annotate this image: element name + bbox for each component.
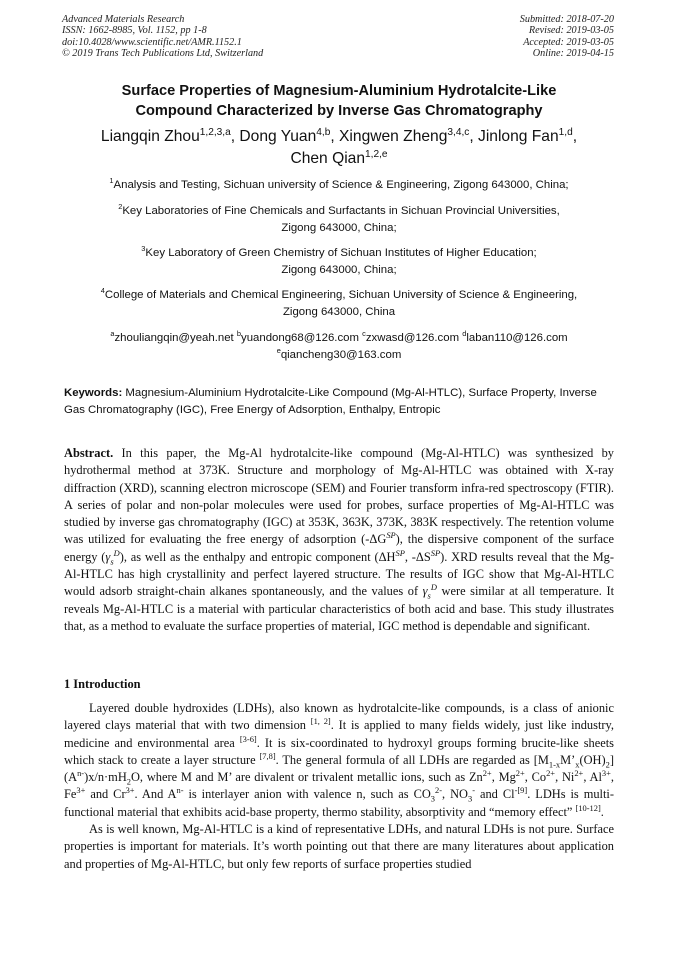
citation[interactable]: [7,8] (259, 750, 276, 761)
affiliation-3: $^3$Key Laboratory of Green Chemistry of Sichuan Institutes of Higher Education; Zigong 643000, China; (141, 244, 537, 276)
citation[interactable]: [10-12] (575, 802, 601, 813)
title-line-1: Surface Properties of Magnesium-Aluminium Hydrotalcite-Like (121, 83, 557, 99)
keywords-label: Keywords: (64, 387, 123, 399)
paragraph: Layered double hydroxides (LDHs), also known as hydrotalcite-like compounds, is a class of anionic layered clays material that with two dimension [1, 2]. It is applied to many fields widely, just like industry, medicine and environmental area [3-6]. It is six-coordinated to hydroxyl groups forming brucite-like sheets which stack to create a layer structure [7,8]. The general formula of all LDHs are regarded as $[M_{1-x}M’_x(OH)_2](A^{n-})x/n\cdot mH_2O$, where M and M’ are divalent or trivalent metallic ions, such as $Zn^{2+}$, $Mg^{2+}$, $Co^{2+}$, $Ni^{2+}$, $Al^{3+}$, $Fe^{3+}$ and $Cr^{3+}$. And $A^{n-}$ is interlayer anion with valence n, such as $CO_3^{2-}$, $NO_3^-$ and $Cl^{-[9]}$. LDHs is multi-functional material that exhibits acid-base property, thermo stability, absorptivity and “memory effect” [10-12]. (64, 701, 615, 819)
author-name: Xingwen Zheng (339, 128, 448, 145)
author-affil-sup: 3,4,c (447, 126, 470, 138)
affiliation-2: $^2$Key Laboratories of Fine Chemicals and Surfactants in Sichuan Provincial Universities, Zigong 643000, China; (118, 202, 560, 234)
date-revised: Revised: 2019-03-05 (528, 25, 614, 37)
citation[interactable]: [3-6] (239, 733, 257, 744)
abstract-label: Abstract. (64, 446, 114, 460)
author-name: Chen Qian (290, 150, 366, 167)
email-link[interactable]: laban110@126.com (466, 332, 568, 344)
email-link[interactable]: qiancheng30@163.com (280, 349, 402, 361)
title-line-2: Compound Characterized by Inverse Gas Chromatography (135, 103, 543, 119)
author-name: Dong Yuan (239, 128, 317, 145)
date-accepted: Accepted: 2019-03-05 (523, 36, 614, 48)
keywords-text: Magnesium-Aluminium Hydrotalcite-Like Compound (Mg-Al-HTLC), Surface Property, Inverse Gas Chromatography (IGC), Free Energy of Adsorption, Enthalpy, Entropic (64, 387, 597, 416)
author-list: Liangqin Zhou$^{1,2,3,a}$, Dong Yuan$^{4,b}$, Xingwen Zheng$^{3,4,c}$, Jinlong Fan$^{1,d}$, Chen Qian$^{1,2,e}$ (100, 126, 578, 167)
paragraph: As is well known, Mg-Al-HTLC is a kind of representative LDHs, and natural LDHs is not pure. Surface properties is important for materials. It’s worth pointing out that there are many literatures about application and properties of Mg-Al-HTLC, but only few reports of surface properties studied (64, 822, 614, 871)
author-affil-sup: 1,2,3,a (199, 126, 231, 138)
date-submitted: Submitted: 2018-07-20 (519, 14, 614, 25)
journal-doi[interactable]: doi:10.4028/www.scientific.net/AMR.1152.1 (62, 36, 242, 48)
email-link[interactable]: zhouliangqin@yeah.net (114, 332, 234, 344)
journal-name: Advanced Materials Research (62, 14, 185, 25)
journal-header-left (62, 14, 263, 59)
email-link[interactable]: zxwasd@126.com (365, 332, 460, 344)
journal-issn: ISSN: 1662-8985, Vol. 1152, pp 1-8 (62, 25, 207, 37)
date-online: Online: 2019-04-15 (532, 47, 614, 59)
author-name: Liangqin Zhou (100, 128, 200, 145)
author-affil-sup: 4,b (316, 126, 331, 138)
citation[interactable]: -[9] (514, 785, 528, 796)
author-affil-sup: 1,d (558, 126, 573, 138)
journal-header-right (520, 14, 614, 59)
abstract: Abstract. In this paper, the Mg-Al hydrotalcite-like compound (Mg-Al-HTLC) was synthesized by hydrothermal method at 373K. Structure and morphology of Mg-Al-HTLC was obtained with X-ray diffraction (XRD), scanning electron microscope (SEM) and Fourier transform infra-red spectroscopy (FTIR). A series of polar and non-polar molecules were used for probes, surface properties of Mg-Al-HTLC was studied by inverse gas chromatography (IGC) at 353K, 363K, 373K, 383K respectively. The retention volume was utilized for evaluating the free energy of adsorption $(-\Delta G^{SP})$, the dispersive component of the surface energy $(\gamma_s^D)$, as well as the enthalpy and entropic component ($\Delta H^{SP}$, $-\Delta S^{SP}$). XRD results reveal that the Mg-Al-HTLC has high crystallinity and perfect layered structure. The results of IGC show that Mg-Al-HTLC would adsorb straight-chain alkanes spontaneously, and the values of $\gamma_s^D$ were similar at all temperature. It reveals Mg-Al-HTLC is a material with particular characteristics of both acid and base. This study illustrates that, as a method to evaluate the surface properties of material, IGC method is dependable and significant. (64, 446, 615, 633)
journal-copyright: © 2019 Trans Tech Publications Ltd, Switzerland (62, 47, 264, 59)
citation[interactable]: [1, 2] (310, 716, 331, 727)
email-link[interactable]: yuandong68@126.com (241, 332, 359, 344)
paper-title (40, 81, 638, 121)
introduction-body (64, 700, 614, 873)
section-heading-introduction: 1 Introduction (64, 677, 141, 691)
affiliation-4: $^4$College of Materials and Chemical Engineering, Sichuan University of Science & Engineering, Zigong 643000, China (100, 286, 578, 318)
affiliation-1: $^1$Analysis and Testing, Sichuan university of Science & Engineering, Zigong 643000, China; (109, 176, 569, 191)
author-affil-sup: 1,2,e (365, 148, 388, 160)
keywords (64, 385, 616, 419)
author-emails: $^a$zhouliangqin@yeah.net $^b$yuandong68@126.com $^c$zxwasd@126.com $^d$laban110@126.com $^e$qiancheng30@163.com (110, 329, 568, 361)
author-name: Jinlong Fan (478, 128, 559, 145)
